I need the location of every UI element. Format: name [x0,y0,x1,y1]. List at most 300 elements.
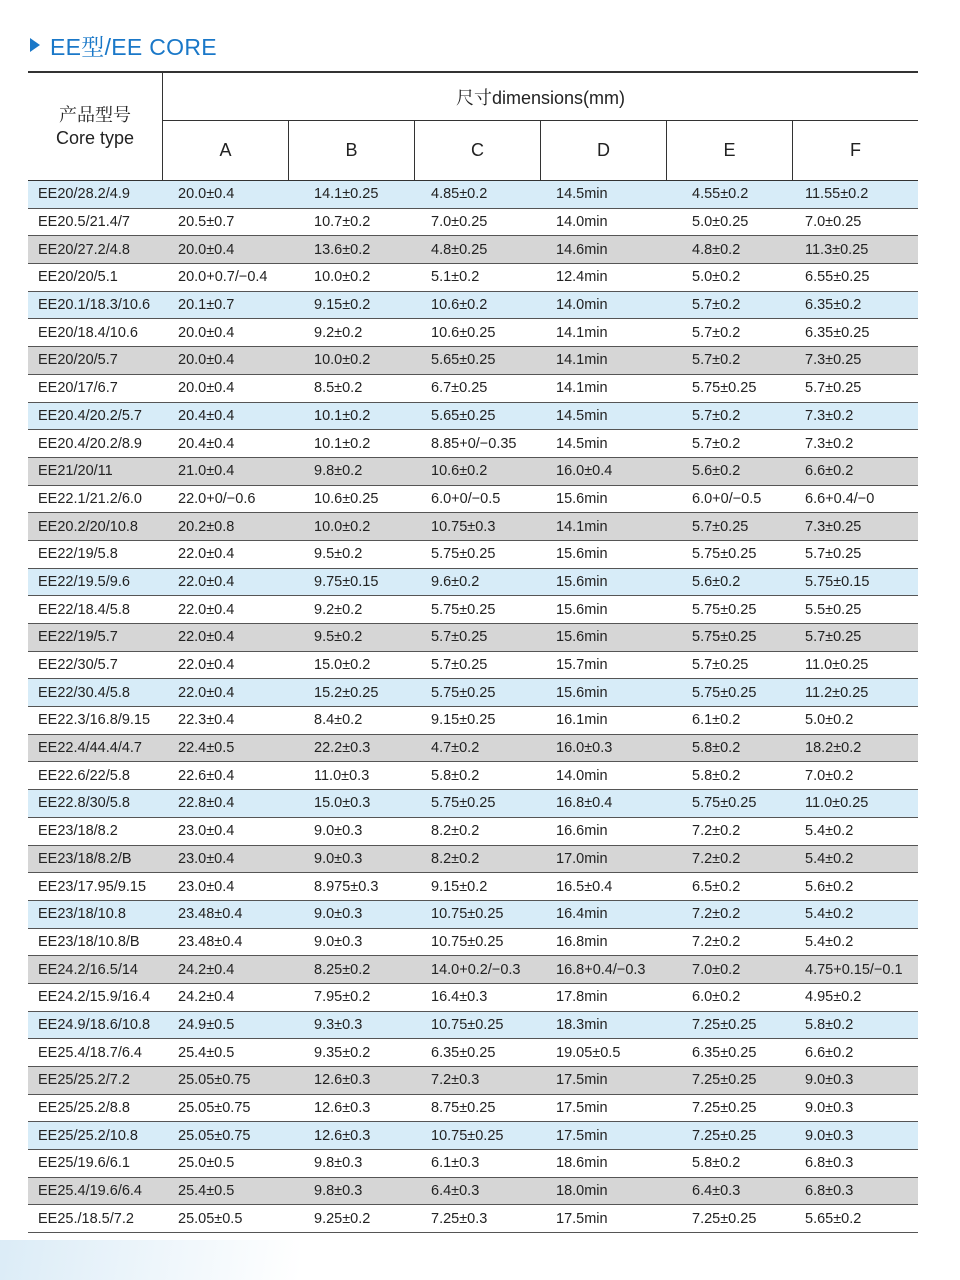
core-type-cell: EE22/30.4/5.8 [38,684,130,701]
core-type-cell: EE22.1/21.2/6.0 [38,490,142,507]
dimension-cell-c: 9.6±0.2 [431,573,480,590]
dimension-cell-b: 9.8±0.3 [314,1183,363,1200]
dimension-cell-a: 25.0±0.5 [178,1155,235,1172]
core-type-cell: EE22.6/22/5.8 [38,767,130,784]
core-type-cell: EE22/19.5/9.6 [38,573,130,590]
dimension-cell-a: 22.0±0.4 [178,657,235,674]
core-type-header [28,73,162,180]
dimension-cell-e: 7.25±0.25 [692,1072,757,1089]
dimension-cell-e: 5.8±0.2 [692,767,741,784]
dimension-cell-a: 22.8±0.4 [178,795,235,812]
dimension-cell-d: 15.6min [556,573,608,590]
dimension-cell-c: 16.4±0.3 [431,989,488,1006]
dimension-cell-f: 6.35±0.2 [805,297,862,314]
dimension-cell-a: 22.0±0.4 [178,546,235,563]
dimension-cell-f: 7.3±0.25 [805,518,862,535]
spec-table [28,71,918,1233]
dimension-cell-d: 17.5min [556,1210,608,1227]
dimension-cell-b: 8.975±0.3 [314,878,379,895]
dimension-cell-f: 11.0±0.25 [805,795,869,812]
dimension-cell-c: 5.65±0.25 [431,352,496,369]
dimension-cell-c: 10.6±0.2 [431,463,488,480]
dimension-cell-c: 4.8±0.25 [431,241,488,258]
dimension-cell-d: 15.6min [556,546,608,563]
dimension-cell-e: 7.25±0.25 [692,1016,757,1033]
column-header-c: C [414,121,540,180]
dimension-cell-d: 18.6min [556,1155,608,1172]
core-type-cell: EE25/25.2/8.8 [38,1100,130,1117]
dimension-cell-a: 25.4±0.5 [178,1183,235,1200]
dimension-cell-d: 14.1min [556,352,608,369]
dimension-cell-e: 5.7±0.25 [692,657,749,674]
dimension-cell-a: 23.0±0.4 [178,878,235,895]
core-type-cell: EE22/30/5.7 [38,657,118,674]
dimension-cell-b: 7.95±0.2 [314,989,371,1006]
dimension-cell-d: 14.0min [556,297,608,314]
dimension-cell-d: 19.05±0.5 [556,1044,621,1061]
dimension-cell-c: 6.35±0.25 [431,1044,496,1061]
dimension-cell-c: 7.0±0.25 [431,214,488,231]
dimension-cell-b: 12.6±0.3 [314,1100,371,1117]
dimension-cell-f: 6.35±0.25 [805,324,870,341]
dimension-cell-a: 22.0±0.4 [178,684,235,701]
dimension-cell-c: 8.85+0/−0.35 [431,435,517,452]
dimension-cell-e: 6.5±0.2 [692,878,741,895]
column-header-f: F [792,121,918,180]
core-type-cell: EE22/19/5.7 [38,629,118,646]
table-row [28,236,918,264]
dimension-cell-d: 14.5min [556,435,608,452]
dimension-cell-f: 6.6±0.2 [805,1044,854,1061]
dimension-cell-f: 7.3±0.2 [805,407,854,424]
dimension-cell-a: 20.0±0.4 [178,186,235,203]
dimension-cell-e: 5.0±0.2 [692,269,741,286]
dimension-cell-c: 9.15±0.25 [431,712,496,729]
dimension-cell-e: 4.8±0.2 [692,241,741,258]
table-row [28,209,918,237]
dimension-cell-b: 9.3±0.3 [314,1016,363,1033]
dimension-cell-e: 6.35±0.25 [692,1044,757,1061]
table-row [28,430,918,458]
dimension-cell-b: 11.0±0.3 [314,767,370,784]
dimension-cell-d: 14.1min [556,324,608,341]
dimension-cell-e: 7.25±0.25 [692,1127,757,1144]
dimension-cell-c: 6.4±0.3 [431,1183,480,1200]
dimension-cell-f: 5.5±0.25 [805,601,862,618]
dimension-cell-e: 5.75±0.25 [692,380,757,397]
dimension-cell-e: 4.55±0.2 [692,186,749,203]
dimension-cell-d: 18.0min [556,1183,608,1200]
dimension-cell-c: 10.75±0.25 [431,1127,504,1144]
dimension-cell-e: 6.1±0.2 [692,712,741,729]
dimension-cell-f: 5.7±0.25 [805,546,862,563]
dimension-cell-b: 10.0±0.2 [314,352,371,369]
dimension-cell-f: 5.4±0.2 [805,906,854,923]
table-row [28,873,918,901]
core-type-cell: EE20.4/20.2/5.7 [38,407,142,424]
core-type-cell: EE23/17.95/9.15 [38,878,147,895]
dimension-cell-b: 9.0±0.3 [314,906,363,923]
dimension-cell-e: 7.2±0.2 [692,906,741,923]
dimension-cell-b: 10.6±0.25 [314,490,379,507]
dimension-cell-d: 16.0±0.4 [556,463,613,480]
core-type-header-cn: 产品型号 [59,104,131,125]
core-type-cell: EE24.9/18.6/10.8 [38,1016,151,1033]
dimension-cell-c: 5.65±0.25 [431,407,496,424]
table-row [28,735,918,763]
dimension-cell-f: 7.0±0.25 [805,214,862,231]
dimension-cell-b: 9.0±0.3 [314,823,363,840]
dimension-cell-c: 14.0+0.2/−0.3 [431,961,521,978]
table-row [28,264,918,292]
dimension-cell-b: 9.2±0.2 [314,601,363,618]
table-row [28,984,918,1012]
core-type-cell: EE20/18.4/10.6 [38,324,138,341]
dimension-cell-c: 6.0+0/−0.5 [431,490,501,507]
table-row [28,375,918,403]
table-row [28,458,918,486]
dimension-cell-e: 5.75±0.25 [692,795,757,812]
dimension-cell-b: 10.1±0.2 [314,435,371,452]
table-row [28,1012,918,1040]
table-row [28,1039,918,1067]
core-type-cell: EE20.2/20/10.8 [38,518,138,535]
core-type-cell: EE20.5/21.4/7 [38,214,130,231]
core-type-cell: EE25.4/18.7/6.4 [38,1044,142,1061]
dimension-cell-f: 9.0±0.3 [805,1127,854,1144]
dimension-cell-a: 23.0±0.4 [178,823,235,840]
dimension-cell-c: 8.2±0.2 [431,823,480,840]
dimension-cell-f: 7.3±0.2 [805,435,854,452]
dimension-cell-c: 5.75±0.25 [431,795,496,812]
core-type-cell: EE25/25.2/7.2 [38,1072,130,1089]
dimension-cell-f: 5.7±0.25 [805,380,862,397]
dimension-cell-d: 16.1min [556,712,608,729]
dimension-cell-a: 22.0±0.4 [178,573,235,590]
dimension-cell-c: 10.75±0.3 [431,518,496,535]
dimension-cell-a: 22.6±0.4 [178,767,235,784]
dimension-cell-b: 10.1±0.2 [314,407,371,424]
play-triangle-icon [30,38,40,52]
dimension-cell-b: 9.2±0.2 [314,324,363,341]
dimension-cell-f: 5.4±0.2 [805,933,854,950]
dimension-cell-e: 5.7±0.2 [692,352,741,369]
dimension-cell-e: 5.6±0.2 [692,463,741,480]
core-type-cell: EE23/18/10.8/B [38,933,140,950]
dimension-cell-e: 5.7±0.2 [692,297,741,314]
dimension-cell-a: 24.2±0.4 [178,989,235,1006]
dimension-cell-a: 20.4±0.4 [178,407,235,424]
dimension-cell-e: 5.0±0.25 [692,214,749,231]
core-type-cell: EE23/18/10.8 [38,906,126,923]
section-title-row [30,30,217,60]
dimension-cell-e: 5.75±0.25 [692,601,757,618]
dimension-cell-c: 10.75±0.25 [431,906,504,923]
dimension-cell-d: 14.0min [556,214,608,231]
dimension-cell-e: 5.6±0.2 [692,573,741,590]
table-row [28,486,918,514]
table-row [28,707,918,735]
dimension-cell-f: 11.0±0.25 [805,657,869,674]
dimension-cell-c: 5.7±0.25 [431,657,488,674]
dimension-cell-b: 9.5±0.2 [314,629,363,646]
dimension-cell-f: 5.4±0.2 [805,850,854,867]
dimension-cell-e: 5.75±0.25 [692,629,757,646]
core-type-cell: EE25/25.2/10.8 [38,1127,138,1144]
dimension-cell-a: 25.05±0.5 [178,1210,243,1227]
dimension-cell-d: 16.8min [556,933,608,950]
core-type-cell: EE24.2/15.9/16.4 [38,989,151,1006]
dimension-cell-d: 15.6min [556,629,608,646]
dimension-cell-a: 23.48±0.4 [178,933,243,950]
dimension-cell-b: 10.0±0.2 [314,518,371,535]
dimension-cell-a: 22.0+0/−0.6 [178,490,256,507]
dimension-cell-e: 7.25±0.25 [692,1210,757,1227]
core-type-cell: EE22.3/16.8/9.15 [38,712,151,729]
table-row [28,846,918,874]
table-row [28,762,918,790]
dimension-cell-d: 12.4min [556,269,608,286]
dimension-cell-c: 7.25±0.3 [431,1210,488,1227]
dimension-cell-f: 7.3±0.25 [805,352,862,369]
dimension-cell-b: 9.8±0.2 [314,463,363,480]
dimension-cell-c: 9.15±0.2 [431,878,488,895]
dimension-cell-e: 5.7±0.25 [692,518,749,535]
dimension-cell-f: 5.75±0.15 [805,573,870,590]
dimension-cell-f: 9.0±0.3 [805,1072,854,1089]
dimension-cell-c: 6.7±0.25 [431,380,488,397]
table-row [28,347,918,375]
dimension-cell-b: 9.35±0.2 [314,1044,371,1061]
core-type-cell: EE22/18.4/5.8 [38,601,130,618]
dimension-cell-e: 5.7±0.2 [692,435,741,452]
dimension-cell-d: 15.6min [556,490,608,507]
core-type-cell: EE23/18/8.2 [38,823,118,840]
dimension-cell-a: 20.0+0.7/−0.4 [178,269,268,286]
dimension-cell-e: 5.75±0.25 [692,684,757,701]
dimension-cell-d: 16.5±0.4 [556,878,613,895]
dimension-cell-d: 14.0min [556,767,608,784]
dimension-cell-c: 8.75±0.25 [431,1100,496,1117]
dimension-cell-a: 22.4±0.5 [178,740,235,757]
dimension-cell-b: 9.5±0.2 [314,546,363,563]
dimension-cell-a: 22.0±0.4 [178,629,235,646]
column-header-e: E [666,121,792,180]
dimension-cell-f: 6.6±0.2 [805,463,854,480]
dimension-cell-f: 11.2±0.25 [805,684,869,701]
table-row [28,818,918,846]
dimension-cell-f: 5.0±0.2 [805,712,854,729]
dimension-cell-c: 5.75±0.25 [431,601,496,618]
dimension-cell-f: 6.6+0.4/−0 [805,490,875,507]
dimension-cell-a: 25.05±0.75 [178,1072,251,1089]
column-header-a: A [219,140,232,160]
core-type-cell: EE22.8/30/5.8 [38,795,130,812]
dimension-cell-d: 17.8min [556,989,608,1006]
dimension-cell-d: 17.5min [556,1127,608,1144]
dimension-cell-c: 5.1±0.2 [431,269,480,286]
dimension-cell-d: 16.8+0.4/−0.3 [556,961,646,978]
table-row [28,679,918,707]
dimension-cell-c: 10.75±0.25 [431,933,504,950]
core-type-cell: EE22.4/44.4/4.7 [38,740,142,757]
dimension-cell-d: 16.8±0.4 [556,795,613,812]
dimension-cell-b: 15.2±0.25 [314,684,379,701]
dimension-cell-f: 7.0±0.2 [805,767,854,784]
dimension-cell-d: 14.6min [556,241,608,258]
dimension-cell-b: 9.75±0.15 [314,573,379,590]
table-row [28,292,918,320]
dimension-cell-a: 22.3±0.4 [178,712,235,729]
dimension-cell-c: 10.6±0.25 [431,324,496,341]
dimension-cell-c: 5.75±0.25 [431,684,496,701]
core-type-cell: EE23/18/8.2/B [38,850,132,867]
table-row [28,1095,918,1123]
dimension-cell-d: 17.5min [556,1072,608,1089]
table-row [28,929,918,957]
dimension-cell-b: 12.6±0.3 [314,1127,371,1144]
dimension-cell-d: 15.7min [556,657,608,674]
dimension-cell-f: 5.7±0.25 [805,629,862,646]
dimension-cell-a: 23.48±0.4 [178,906,243,923]
dimension-cell-e: 5.7±0.2 [692,407,741,424]
decorative-swoosh [0,1240,300,1280]
core-type-cell: EE25./18.5/7.2 [38,1210,134,1227]
dimension-cell-c: 5.75±0.25 [431,546,496,563]
dimension-cell-e: 5.8±0.2 [692,1155,741,1172]
dimension-cell-b: 9.0±0.3 [314,933,363,950]
dimension-columns [163,121,918,180]
dimension-cell-f: 11.3±0.25 [805,241,869,258]
dimension-cell-a: 20.0±0.4 [178,380,235,397]
dimension-cell-d: 14.5min [556,186,608,203]
dimension-cell-f: 5.6±0.2 [805,878,854,895]
core-type-cell: EE25.4/19.6/6.4 [38,1183,142,1200]
dimension-cell-a: 20.5±0.7 [178,214,235,231]
dimension-cell-c: 7.2±0.3 [431,1072,480,1089]
dimension-cell-c: 5.7±0.25 [431,629,488,646]
core-type-cell: EE20.1/18.3/10.6 [38,297,151,314]
table-row [28,652,918,680]
page-title: EE型/EE CORE [50,33,217,60]
dimension-cell-a: 22.0±0.4 [178,601,235,618]
dimension-cell-d: 17.0min [556,850,608,867]
dimension-cell-a: 20.0±0.4 [178,241,235,258]
dimension-cell-e: 6.0±0.2 [692,989,741,1006]
dimension-cell-a: 20.0±0.4 [178,324,235,341]
table-row [28,1178,918,1206]
dimension-cell-a: 23.0±0.4 [178,850,235,867]
dimension-cell-f: 5.65±0.2 [805,1210,862,1227]
dimension-cell-e: 6.4±0.3 [692,1183,741,1200]
dimension-cell-a: 24.2±0.4 [178,961,235,978]
dimension-cell-a: 25.4±0.5 [178,1044,235,1061]
dimension-cell-d: 15.6min [556,601,608,618]
table-row [28,541,918,569]
table-header [28,71,918,181]
dimension-cell-a: 21.0±0.4 [178,463,235,480]
dimension-cell-b: 9.0±0.3 [314,850,363,867]
core-type-cell: EE20.4/20.2/8.9 [38,435,142,452]
core-type-cell: EE20/20/5.7 [38,352,118,369]
column-header-b: B [288,121,414,180]
table-row [28,624,918,652]
table-row [28,403,918,431]
dimension-cell-f: 5.4±0.2 [805,823,854,840]
dimension-cell-c: 5.8±0.2 [431,767,480,784]
dimension-cell-a: 24.9±0.5 [178,1016,235,1033]
column-header-d: D [540,121,666,180]
dimension-cell-d: 14.1min [556,518,608,535]
dimension-cell-d: 17.5min [556,1100,608,1117]
dimension-cell-f: 6.55±0.25 [805,269,870,286]
dimension-cell-f: 6.8±0.3 [805,1155,854,1172]
dimension-cell-e: 7.2±0.2 [692,933,741,950]
core-type-cell: EE21/20/11 [38,463,113,480]
dimension-cell-f: 4.75+0.15/−0.1 [805,961,903,978]
core-type-cell: EE22/19/5.8 [38,546,118,563]
table-row [28,1067,918,1095]
core-type-header-en: Core type [55,127,135,148]
dimension-cell-b: 9.15±0.2 [314,297,371,314]
dimension-cell-a: 20.1±0.7 [178,297,235,314]
dimension-cell-e: 6.0+0/−0.5 [692,490,762,507]
dimension-cell-e: 5.7±0.2 [692,324,741,341]
dimension-cell-c: 6.1±0.3 [431,1155,480,1172]
dimension-cell-b: 14.1±0.25 [314,186,379,203]
table-row [28,1205,918,1233]
dimension-cell-b: 15.0±0.2 [314,657,371,674]
table-row [28,596,918,624]
table-row [28,569,918,597]
core-type-cell: EE20/27.2/4.8 [38,241,130,258]
dimension-cell-b: 10.0±0.2 [314,269,371,286]
dimension-cell-b: 13.6±0.2 [314,241,371,258]
dimension-cell-e: 7.2±0.2 [692,850,741,867]
dimension-cell-f: 18.2±0.2 [805,740,862,757]
table-row [28,1122,918,1150]
table-row [28,901,918,929]
table-row [28,513,918,541]
dimension-cell-c: 8.2±0.2 [431,850,480,867]
dimension-cell-d: 16.6min [556,823,608,840]
dimension-cell-b: 8.5±0.2 [314,380,363,397]
dimension-cell-c: 4.85±0.2 [431,186,488,203]
dimension-cell-b: 8.25±0.2 [314,961,371,978]
dimension-cell-c: 4.7±0.2 [431,740,480,757]
table-row [28,790,918,818]
table-row [28,956,918,984]
dimension-cell-e: 7.25±0.25 [692,1100,757,1117]
dimension-cell-d: 15.6min [556,684,608,701]
dimension-cell-b: 10.7±0.2 [314,214,371,231]
core-type-cell: EE25/19.6/6.1 [38,1155,130,1172]
dimension-cell-d: 16.0±0.3 [556,740,613,757]
dimension-cell-e: 7.0±0.2 [692,961,741,978]
dimension-cell-b: 15.0±0.3 [314,795,371,812]
table-row [28,181,918,209]
dimension-cell-a: 25.05±0.75 [178,1100,251,1117]
dimension-cell-b: 9.25±0.2 [314,1210,371,1227]
dimensions-header: 尺寸dimensions(mm) [455,87,626,108]
core-type-cell: EE20/20/5.1 [38,269,118,286]
table-row [28,319,918,347]
table-body [28,181,918,1233]
dimension-cell-b: 12.6±0.3 [314,1072,371,1089]
dimension-cell-e: 5.8±0.2 [692,740,741,757]
dimension-cell-b: 9.8±0.3 [314,1155,363,1172]
dimension-cell-a: 20.4±0.4 [178,435,235,452]
